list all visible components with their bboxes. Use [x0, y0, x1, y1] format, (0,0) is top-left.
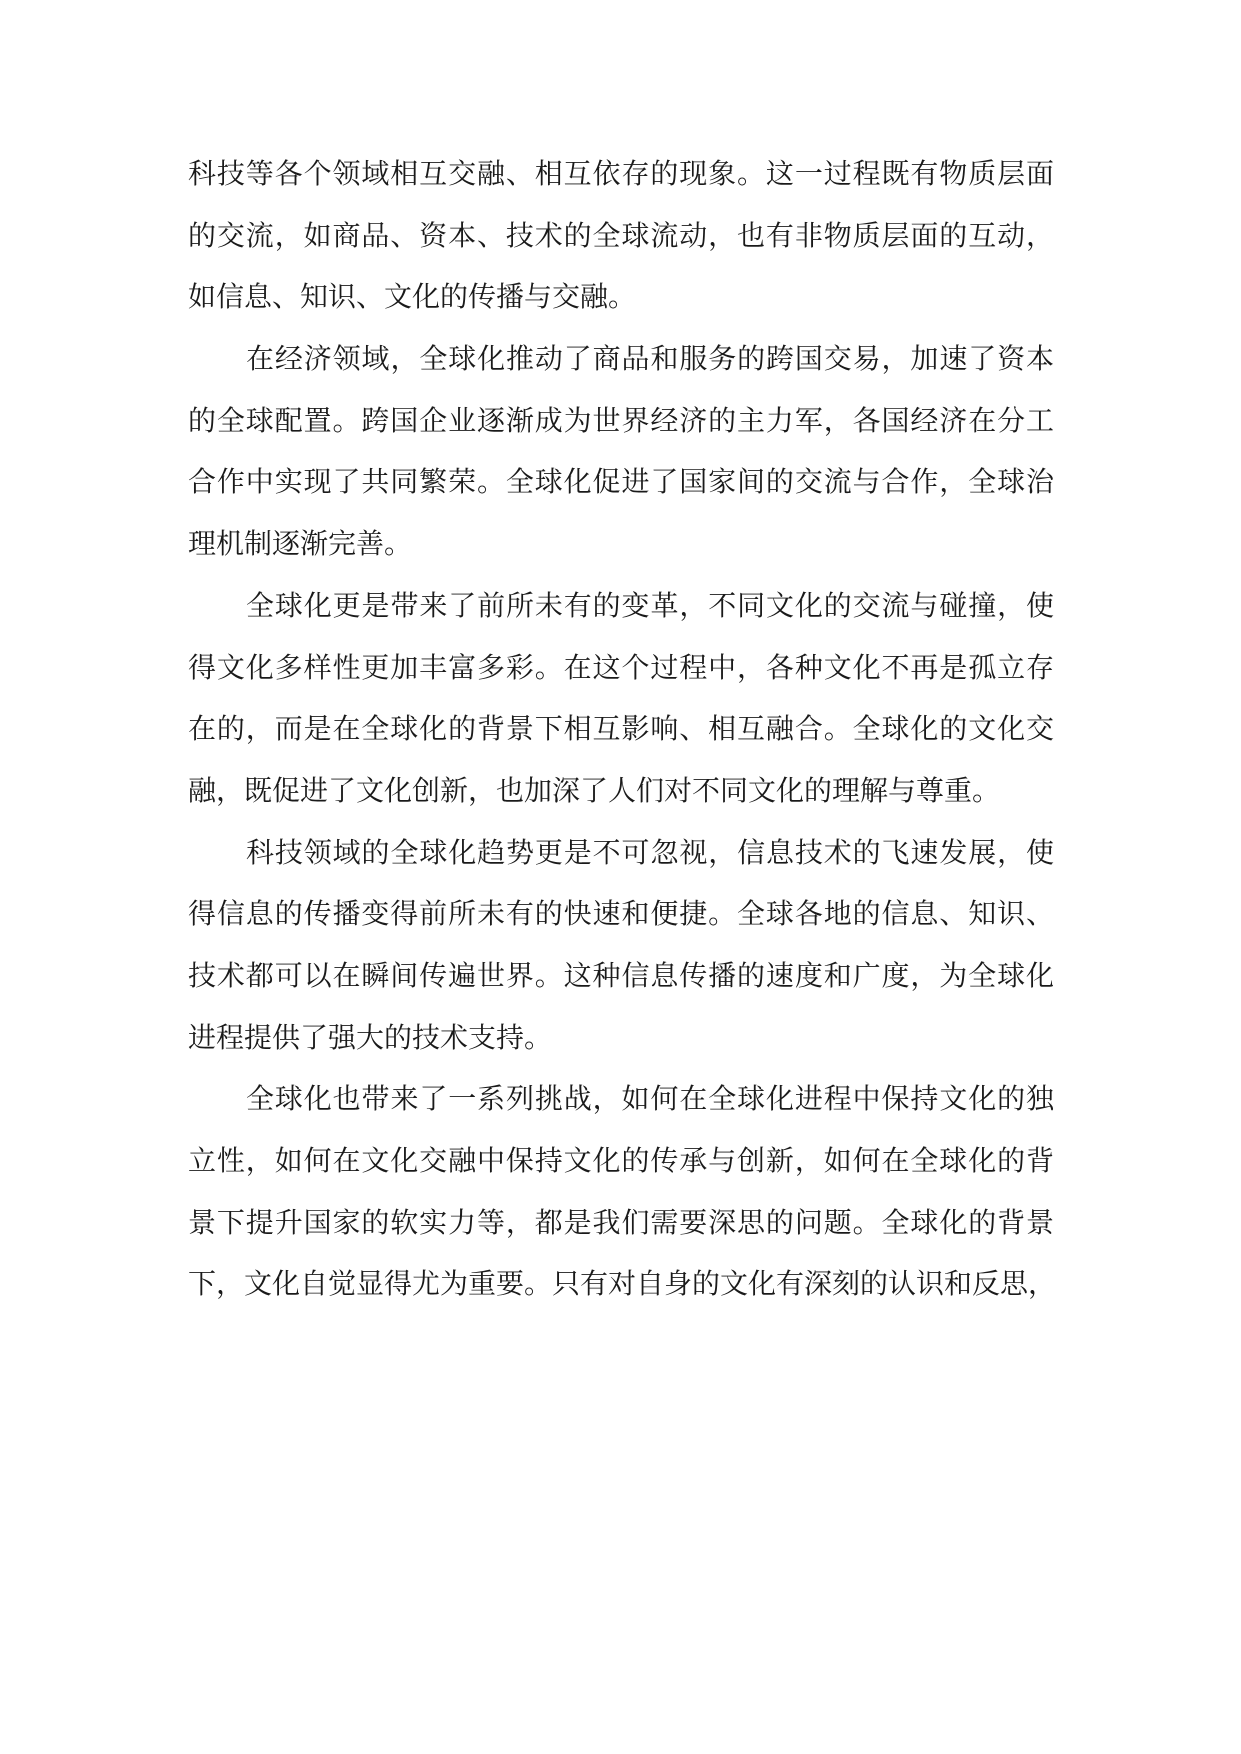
text-line: 在经济领域，全球化推动了商品和服务的跨国交易，加速了资本	[246, 342, 1054, 376]
text-line: 全球化更是带来了前所未有的变革，不同文化的交流与碰撞，使	[246, 588, 1054, 622]
text-line: 科技等各个领域相互交融、相互依存的现象。这一过程既有物质层面	[188, 157, 1054, 190]
text-line: 如信息、知识、文化的传播与交融。	[188, 280, 637, 314]
text-line: 景下提升国家的软实力等，都是我们需要深思的问题。全球化的背景	[188, 1205, 1054, 1239]
text-line: 合作中实现了共同繁荣。全球化促进了国家间的交流与合作，全球治	[188, 465, 1054, 499]
text-line: 在的，而是在全球化的背景下相互影响、相互融合。全球化的文化交	[188, 712, 1054, 746]
text-line: 进程提供了强大的技术支持。	[188, 1020, 553, 1054]
text-line: 的全球配置。跨国企业逐渐成为世界经济的主力军，各国经济在分工	[188, 403, 1054, 437]
text-line: 理机制逐渐完善。	[188, 527, 413, 561]
text-line: 技术都可以在瞬间传遍世界。这种信息传播的速度和广度，为全球化	[188, 958, 1054, 992]
text-line: 科技领域的全球化趋势更是不可忽视，信息技术的飞速发展，使	[246, 835, 1054, 869]
text-line: 下，文化自觉显得尤为重要。只有对自身的文化有深刻的认识和反思，	[188, 1267, 1057, 1301]
text-line: 得信息的传播变得前所未有的快速和便捷。全球各地的信息、知识、	[188, 897, 1054, 931]
document-body	[188, 143, 1057, 1315]
text-line: 融，既促进了文化创新，也加深了人们对不同文化的理解与尊重。	[188, 773, 1001, 807]
text-line: 立性，如何在文化交融中保持文化的传承与创新，如何在全球化的背	[188, 1144, 1054, 1177]
text-line: 的交流，如商品、资本、技术的全球流动，也有非物质层面的互动，	[188, 218, 1054, 252]
text-line: 全球化也带来了一系列挑战，如何在全球化进程中保持文化的独	[246, 1082, 1054, 1116]
text-line: 得文化多样性更加丰富多彩。在这个过程中，各种文化不再是孤立存	[188, 650, 1054, 684]
